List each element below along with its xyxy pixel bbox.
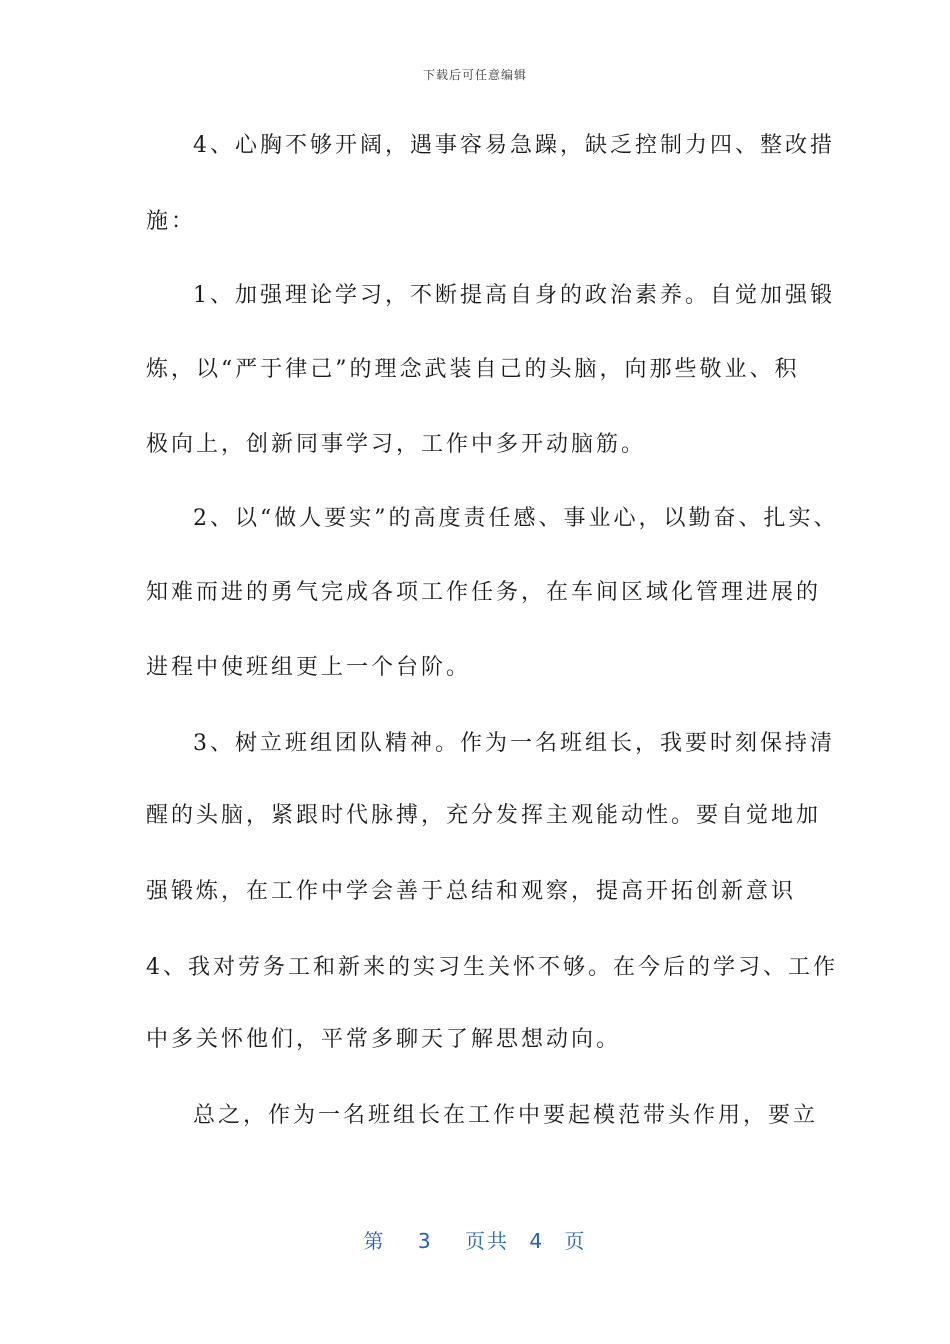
footer-current-page: 3: [417, 1229, 433, 1253]
text-line: 施：: [146, 209, 197, 234]
page-header: 下载后可任意编辑: [422, 68, 527, 82]
text-line: 醒的头脑，紧跟时代脉搏，充分发挥主观能动性。要自觉地加: [146, 803, 822, 828]
text-line: 4、心胸不够开阔，遇事容易急躁，缺乏控制力四、整改措: [193, 133, 835, 158]
footer-total-pages: 4: [529, 1229, 545, 1253]
text-line: 总之，作为一名班组长在工作中要起模范带头作用，要立: [193, 1103, 819, 1128]
text-line: 4、我对劳务工和新来的实习生关怀不够。在今后的学习、工作: [146, 955, 838, 980]
footer-suffix: 页: [564, 1229, 587, 1253]
text-line: 1、加强理论学习，不断提高自身的政治素养。自觉加强锻: [193, 283, 835, 308]
footer-middle: 页共: [465, 1229, 509, 1253]
text-line: 2、以“做人要实”的高度责任感、事业心，以勤奋、扎实、: [193, 506, 839, 531]
text-line: 极向上，创新同事学习，工作中多开动脑筋。: [146, 432, 647, 457]
page-footer: [0, 1225, 950, 1254]
text-line: 炼，以“严于律己”的理念武装自己的头脑，向那些敬业、积: [146, 357, 800, 382]
text-line: 3、树立班组团队精神。作为一名班组长，我要时刻保持清: [193, 731, 835, 756]
text-line: 知难而进的勇气完成各项工作任务，在车间区域化管理进展的: [146, 580, 822, 605]
text-line: 中多关怀他们，平常多聊天了解思想动向。: [146, 1027, 622, 1052]
text-line: 进程中使班组更上一个台阶。: [146, 655, 472, 680]
text-line: 强锻炼，在工作中学会善于总结和观察，提高开拓创新意识: [146, 879, 797, 904]
footer-prefix: 第: [363, 1229, 386, 1253]
